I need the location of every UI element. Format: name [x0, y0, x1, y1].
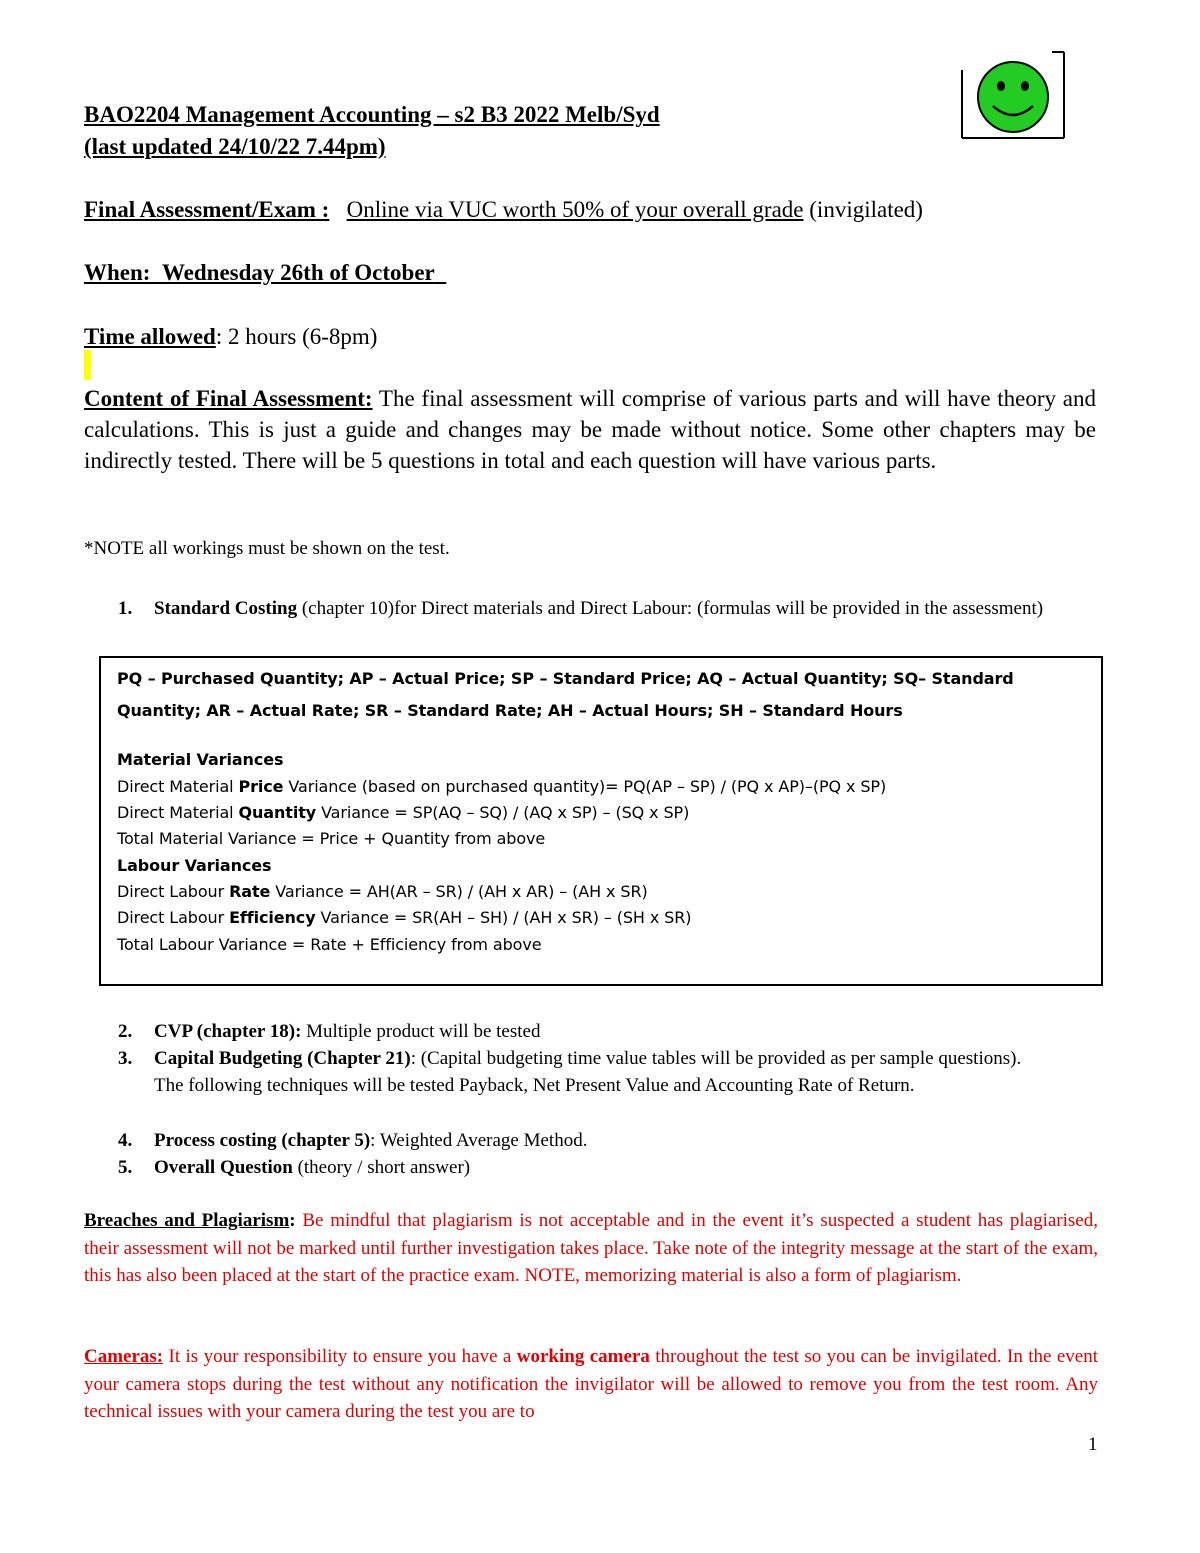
list-item-title: Overall Question	[154, 1157, 293, 1178]
time-allowed-line	[84, 321, 377, 353]
list-item	[118, 1018, 1094, 1045]
labour-variances-heading: Labour Variances	[117, 856, 272, 875]
time-allowed-label: Time allowed	[84, 324, 216, 349]
list-item	[118, 1127, 1094, 1154]
list-item-title: Capital Budgeting (Chapter 21)	[154, 1048, 411, 1069]
breaches-paragraph	[84, 1207, 1098, 1290]
highlight-mark	[84, 350, 91, 380]
final-assessment-note: (invigilated)	[803, 197, 923, 222]
content-label: Content of Final Assessment:	[84, 386, 373, 411]
list-item	[118, 1154, 1094, 1181]
breaches-label: Breaches and Plagiarism	[84, 1210, 290, 1231]
dl-efficiency-bold: Efficiency	[229, 908, 316, 927]
final-assessment-value: Online via VUC worth 50% of your overall grade	[346, 197, 804, 222]
cameras-text-pre: It is your responsibility to ensure you have a	[163, 1346, 517, 1367]
list-item-text: (chapter 10)for Direct materials and Direct Labour: (formulas will be provided in the assessment)	[297, 598, 1044, 619]
content-paragraph	[84, 383, 1096, 476]
list-item-number: 5.	[118, 1157, 133, 1178]
list-item-title: CVP (chapter 18):	[154, 1021, 302, 1042]
last-updated: (last updated 24/10/22 7.44pm)	[84, 134, 386, 159]
dm-quantity-post: Variance = SP(AQ – SQ) / (AQ x SP) – (SQ x SP)	[316, 803, 690, 822]
dm-price-variance	[117, 774, 886, 801]
list-item-text: : Weighted Average Method.	[370, 1130, 588, 1151]
dm-quantity-variance	[117, 800, 689, 827]
list-item-text: : (Capital budgeting time value tables will be provided as per sample questions). The following techniques will be tested Payback, Net Present Value and Accounting Rate of Return.	[154, 1048, 1022, 1096]
final-assessment-line	[84, 194, 923, 226]
total-labour-variance: Total Labour Variance = Rate + Efficiency from above	[117, 935, 542, 954]
workings-note: *NOTE all workings must be shown on the test.	[84, 538, 450, 559]
list-item-number: 1.	[118, 598, 133, 619]
list-item-number: 4.	[118, 1130, 133, 1151]
dl-rate-post: Variance = AH(AR – SR) / (AH x AR) – (AH x SR)	[270, 882, 648, 901]
list-item-number: 3.	[118, 1048, 133, 1069]
content-text: The final assessment will comprise of various parts and will have theory and calculations. This is just a guide and changes may be made without notice. Some other chapters may be indirectly tested. There will be 5 questions in total and each question will have various parts.	[84, 386, 1096, 473]
cameras-label: Cameras:	[84, 1346, 164, 1367]
dm-price-post: Variance (based on purchased quantity)= PQ(AP – SP) / (PQ x AP)–(PQ x SP)	[283, 777, 887, 796]
final-assessment-label: Final Assessment/Exam :	[84, 197, 330, 222]
formula-box	[99, 656, 1103, 986]
list-item-title: Process costing (chapter 5)	[154, 1130, 371, 1151]
breaches-colon: :	[289, 1210, 296, 1231]
material-variances-heading: Material Variances	[117, 750, 284, 769]
dl-efficiency-pre: Direct Labour	[117, 908, 230, 927]
page-number: 1	[1088, 1434, 1098, 1455]
dm-price-pre: Direct Material	[117, 777, 239, 796]
cameras-text-bold: working camera	[516, 1346, 650, 1367]
list-item-text: Multiple product will be tested	[301, 1021, 541, 1042]
dl-rate-variance	[117, 879, 648, 906]
document-title: BAO2204 Management Accounting – s2 B3 2022 Melb/Syd	[84, 102, 660, 127]
abbreviations-line-1: PQ – Purchased Quantity; AP – Actual Price; SP – Standard Price; AQ – Actual Quantity; SQ– Standard	[117, 669, 1014, 688]
list-item-title: Standard Costing	[154, 598, 298, 619]
list-item-number: 2.	[118, 1021, 133, 1042]
dm-price-bold: Price	[238, 777, 284, 796]
when-value: Wednesday 26th of October	[161, 260, 435, 285]
when-label: When:	[84, 260, 151, 285]
breaches-text: Be mindful that plagiarism is not acceptable and in the event it’s suspected a student has plagiarised, their assessment will not be marked until further investigation takes place. Take note of the integrity message at the start of the exam, this has also been placed at the start of the practice exam. NOTE, memorizing material is also a form of plagiarism.	[84, 1210, 1098, 1286]
smiley-face-icon	[960, 50, 1066, 140]
dm-quantity-bold: Quantity	[238, 803, 317, 822]
cameras-text-post: throughout the test so you can be invigilated. In the event your camera stops during the test without any notification the invigilator will be allowed to remove you from the test room. Any technical issues with your camera during the test you are to	[84, 1346, 1098, 1422]
time-allowed-value: : 2 hours (6-8pm)	[215, 324, 378, 349]
dm-quantity-pre: Direct Material	[117, 803, 239, 822]
when-line	[84, 257, 446, 289]
abbreviations-line-2: Quantity; AR – Actual Rate; SR – Standard Rate; AH – Actual Hours; SH – Standard Hours	[117, 701, 903, 720]
list-item	[118, 595, 1094, 622]
total-material-variance: Total Material Variance = Price + Quantity from above	[117, 829, 546, 848]
dl-rate-pre: Direct Labour	[117, 882, 230, 901]
dl-efficiency-post: Variance = SR(AH – SH) / (AH x SR) – (SH x SR)	[315, 908, 692, 927]
dl-rate-bold: Rate	[229, 882, 271, 901]
list-item	[118, 1045, 1054, 1099]
cameras-paragraph	[84, 1343, 1098, 1426]
list-item-text: (theory / short answer)	[292, 1157, 471, 1178]
dl-efficiency-variance	[117, 905, 691, 932]
